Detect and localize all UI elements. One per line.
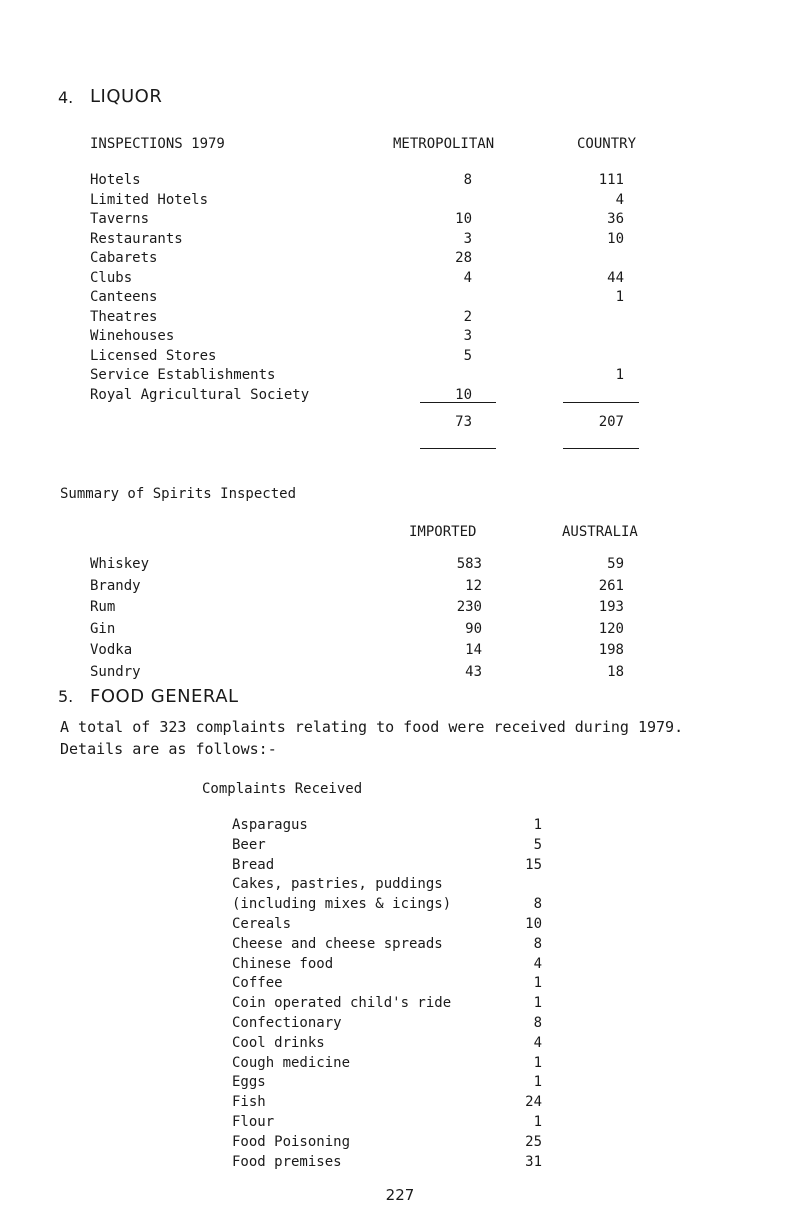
page-number: 227: [385, 1186, 415, 1204]
spirit-row-name: Rum: [90, 599, 116, 616]
complaint-row-count: 4: [533, 955, 542, 972]
inspection-row-country: 1: [615, 289, 624, 305]
complaint-row-name: Eggs: [232, 1074, 266, 1091]
complaint-row-count: 8: [533, 1015, 542, 1031]
inspection-row-country: 1: [615, 367, 624, 383]
spirit-row-name: Brandy: [90, 577, 141, 594]
section-4-title: LIQUOR: [90, 86, 163, 107]
complaint-row-count: 8: [533, 896, 542, 913]
spirits-header-australia: AUSTRALIA: [562, 524, 638, 540]
complaint-row-name: Cakes, pastries, puddings: [232, 876, 443, 893]
complaint-row-count: 31: [525, 1153, 542, 1170]
spirit-row-imported: 43: [465, 664, 482, 680]
inspection-row-metropolitan: 8: [463, 172, 472, 188]
complaint-row-name: Flour: [232, 1114, 275, 1130]
complaint-row-count: 15: [525, 856, 542, 873]
metro-total-rule-top: [420, 402, 496, 403]
spirit-row-australia: 18: [607, 664, 624, 680]
spirit-row-imported: 583: [456, 556, 482, 572]
complaint-row-count: 5: [533, 836, 542, 853]
complaint-row-name: Asparagus: [232, 817, 308, 833]
complaint-row-name: Food premises: [232, 1153, 342, 1170]
spirit-row-australia: 261: [598, 577, 624, 594]
complaint-row-count: 1: [533, 1054, 542, 1071]
complaint-row-name: Coin operated child's ride: [232, 995, 452, 1012]
inspection-row-name: Canteens: [90, 289, 158, 305]
spirit-row-name: Gin: [90, 620, 116, 637]
inspection-row-country: 36: [607, 211, 624, 227]
inspection-row-name: Service Establishments: [90, 367, 276, 383]
inspection-row-name: Restaurants: [90, 230, 183, 247]
complaint-row-name: Beer: [232, 836, 266, 853]
inspection-row-metropolitan: 2: [463, 308, 472, 325]
inspection-row-name: Theatres: [90, 308, 158, 325]
food-intro-line-2: Details are as follows:-: [60, 740, 277, 758]
complaint-row-name: Bread: [232, 856, 275, 873]
spirit-row-australia: 120: [598, 620, 624, 637]
complaint-row-name: Coffee: [232, 975, 283, 992]
inspection-row-name: Winehouses: [90, 328, 175, 344]
spirit-row-name: Sundry: [90, 664, 141, 680]
country-total-rule-top: [563, 402, 639, 403]
complaint-row-count: 1: [533, 1114, 542, 1130]
complaint-row-count: 1: [533, 1074, 542, 1091]
section-5-number: 5.: [58, 687, 74, 706]
inspection-row-country: 44: [607, 269, 624, 286]
complaint-row-count: 10: [525, 916, 542, 932]
complaint-row-name: Food Poisoning: [232, 1133, 351, 1150]
spirit-row-australia: 193: [598, 599, 624, 616]
complaint-row-count: 1: [533, 975, 542, 992]
complaint-row-count: 1: [533, 995, 542, 1012]
country-total: 207: [598, 414, 624, 430]
complaint-row-name: Cool drinks: [232, 1034, 325, 1051]
spirit-row-name: Vodka: [90, 642, 133, 659]
section-4-number: 4.: [58, 88, 74, 107]
inspection-row-name: Hotels: [90, 172, 141, 188]
inspection-row-metropolitan: 28: [455, 250, 472, 266]
complaint-row-name: Confectionary: [232, 1015, 342, 1031]
complaint-row-name: (including mixes & icings): [232, 896, 452, 913]
inspection-row-country: 4: [615, 191, 624, 208]
spirit-row-imported: 230: [456, 599, 482, 616]
food-intro-line-1: A total of 323 complaints relating to food were received during 1979.: [60, 718, 684, 736]
complaint-row-name: Cereals: [232, 916, 292, 932]
inspections-header-label: INSPECTIONS 1979: [90, 136, 225, 152]
metro-total: 73: [455, 414, 472, 430]
inspections-header-metropolitan: METROPOLITAN: [393, 136, 495, 152]
inspection-row-name: Taverns: [90, 211, 150, 227]
section-5-title: FOOD GENERAL: [90, 686, 239, 707]
spirit-row-imported: 12: [465, 577, 482, 594]
inspection-row-metropolitan: 5: [463, 347, 472, 364]
inspection-row-metropolitan: 3: [463, 328, 472, 344]
spirit-row-name: Whiskey: [90, 556, 150, 572]
metro-total-rule-bottom: [420, 448, 496, 449]
complaint-row-count: 8: [533, 935, 542, 952]
complaint-row-name: Cheese and cheese spreads: [232, 935, 443, 952]
spirit-row-imported: 90: [465, 620, 482, 637]
spirit-row-australia: 198: [598, 642, 624, 659]
spirit-row-australia: 59: [607, 556, 624, 572]
spirit-row-imported: 14: [465, 642, 482, 659]
inspection-row-metropolitan: 3: [463, 230, 472, 247]
complaints-title: Complaints Received: [202, 781, 363, 797]
inspection-row-name: Cabarets: [90, 250, 158, 266]
country-total-rule-bottom: [563, 448, 639, 449]
spirits-summary-title: Summary of Spirits Inspected: [60, 486, 297, 502]
spirits-header-imported: IMPORTED: [409, 524, 477, 540]
inspections-header-country: COUNTRY: [577, 136, 637, 152]
complaint-row-count: 1: [533, 817, 542, 833]
inspection-row-name: Licensed Stores: [90, 347, 217, 364]
inspection-row-name: Limited Hotels: [90, 191, 209, 208]
inspection-row-metropolitan: 10: [455, 386, 472, 403]
complaint-row-name: Fish: [232, 1094, 266, 1111]
inspection-row-metropolitan: 4: [463, 269, 472, 286]
inspection-row-name: Royal Agricultural Society: [90, 386, 310, 403]
inspection-row-country: 10: [607, 230, 624, 247]
complaint-row-count: 25: [525, 1133, 542, 1150]
complaint-row-count: 4: [533, 1034, 542, 1051]
complaint-row-name: Chinese food: [232, 955, 334, 972]
complaint-row-count: 24: [525, 1094, 542, 1111]
complaint-row-name: Cough medicine: [232, 1054, 351, 1071]
inspection-row-name: Clubs: [90, 269, 133, 286]
inspection-row-metropolitan: 10: [455, 211, 472, 227]
inspection-row-country: 111: [598, 172, 624, 188]
